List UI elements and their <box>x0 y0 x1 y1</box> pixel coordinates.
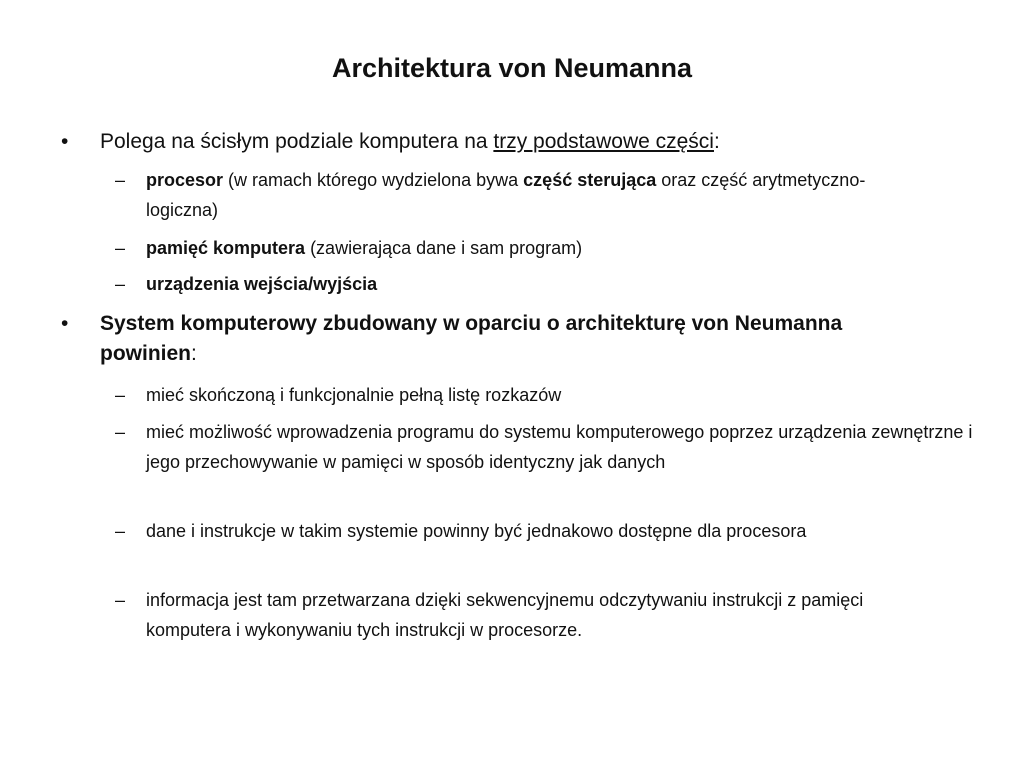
dash-icon: – <box>115 385 126 405</box>
subitem-2-1: mieć skończoną i funkcjonalnie pełną listę rozkazów <box>146 385 562 405</box>
subitem-1-1 <box>146 165 936 225</box>
subitem-1-2-text: (zawierająca dane i sam program) <box>305 238 583 258</box>
bullet-item-1-underlined: trzy podstawowe części <box>493 130 714 153</box>
bullet-item-1-text: Polega na ścisłym podziale komputera na <box>100 130 494 153</box>
dash-icon: – <box>115 274 126 294</box>
subitem-1-1-bold2: część sterująca <box>523 170 657 190</box>
subitem-1-3 <box>146 269 976 299</box>
dash-icon: – <box>115 521 126 541</box>
bullet-item-1 <box>100 127 890 157</box>
subitem-1-2 <box>146 233 976 263</box>
bullet-item-2 <box>100 309 860 369</box>
subitem-1-1-text: (w ramach którego wydzielona bywa <box>223 170 524 190</box>
subitem-2-4: informacja jest tam przetwarzana dzięki sekwencyjnemu odczytywaniu instrukcji z pamięci komputera i wykonywaniu tych instrukcji w procesorze. <box>146 590 864 640</box>
bullet-item-2-colon: : <box>191 342 197 365</box>
slide-title: Architektura von Neumanna <box>331 53 693 83</box>
bullet-icon: • <box>61 130 69 153</box>
dash-icon: – <box>115 238 126 258</box>
bullet-item-1-colon: : <box>713 130 720 153</box>
subitem-1-3-bold: urządzenia wejścia/wyjścia <box>146 274 378 294</box>
subitem-2-3: dane i instrukcje w takim systemie powinny być jednakowo dostępne dla procesora <box>146 521 807 541</box>
dash-icon: – <box>115 170 126 190</box>
bullet-item-2-bold: System komputerowy zbudowany w oparciu o architekturę von Neumanna powinien <box>100 312 843 365</box>
dash-icon: – <box>115 590 126 610</box>
subitem-1-2-bold: pamięć komputera <box>146 238 306 258</box>
subitem-1-1-bold: procesor <box>146 170 224 190</box>
subitem-2-2: mieć możliwość wprowadzenia programu do systemu komputerowego poprzez urządzenia zewnętrzne i jego przechowywanie w pamięci w sposób identyczny jak danych <box>146 422 973 472</box>
dash-icon: – <box>115 422 126 442</box>
bullet-icon: • <box>61 312 69 335</box>
subitem-1-1-text2: oraz część arytmetyczno-logiczna) <box>146 170 866 220</box>
